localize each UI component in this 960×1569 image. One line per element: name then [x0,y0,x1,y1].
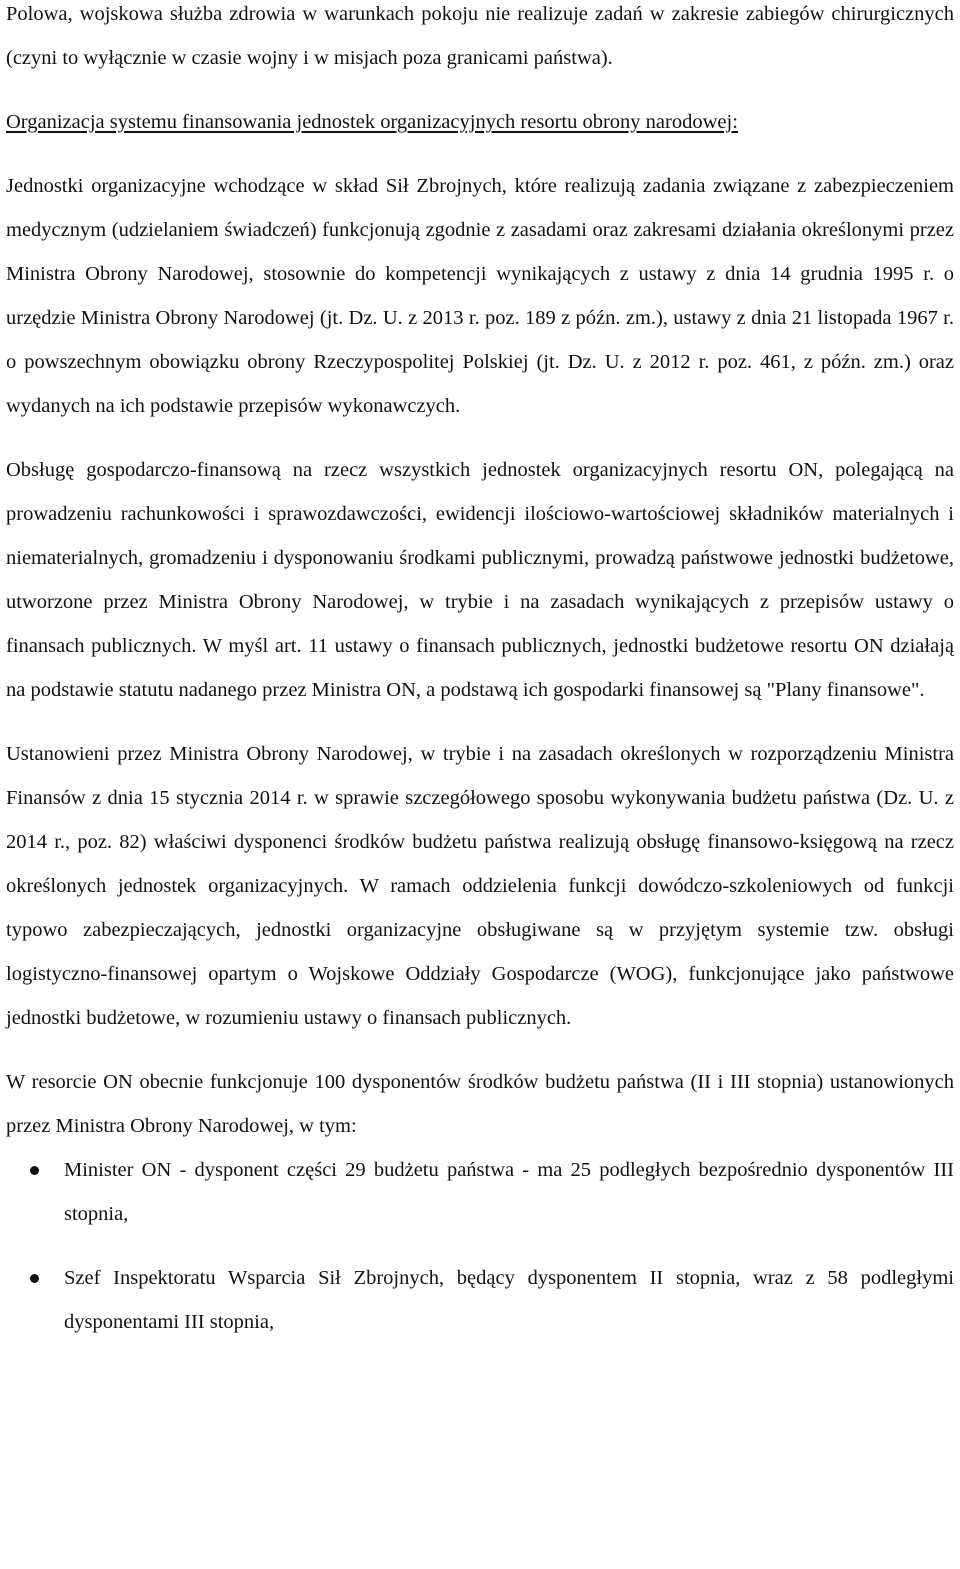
section-heading-financing: Organizacja systemu finansowania jednostek organizacyjnych resortu obrony narodowej: [6,111,738,133]
list-item-text: Minister ON - dysponent części 29 budżetu państwa - ma 25 podległych bezpośrednio dysponentów III stopnia, [64,1159,954,1225]
bullet-icon [30,1166,39,1175]
bullet-list [6,1148,954,1344]
paragraph-military-health-service: Polowa, wojskowa służba zdrowia w warunkach pokoju nie realizuje zadań w zakresie zabiegów chirurgicznych (czyni to wyłącznie w czasie wojny i w misjach poza granicami państwa). [6,3,954,69]
paragraph-organizational-units: Jednostki organizacyjne wchodzące w skład Sił Zbrojnych, które realizują zadania związane z zabezpieczeniem medycznym (udzielaniem świadczeń) funkcjonują zgodnie z zasadami oraz zakresami działania określonymi przez Ministra Obrony Narodowej, stosownie do kompetencji wynikających z ustawy z dnia 14 grudnia 1995 r. o urzędzie Ministra Obrony Narodowej (jt. Dz. U. z 2013 r. poz. 189 z późn. zm.), ustawy z dnia 21 listopada 1967 r. o powszechnym obowiązku obrony Rzeczypospolitej Polskiej (jt. Dz. U. z 2012 r. poz. 461, z późn. zm.) oraz wydanych na ich podstawie przepisów wykonawczych. [6,175,954,417]
list-item [6,1256,954,1344]
list-item [6,1148,954,1236]
paragraph-disposer-count: W resorcie ON obecnie funkcjonuje 100 dysponentów środków budżetu państwa (II i III stopnia) ustanowionych przez Ministra Obrony Narodowej, w tym: [6,1071,954,1137]
list-item-text: Szef Inspektoratu Wsparcia Sił Zbrojnych, będący dysponentem II stopnia, wraz z 58 podległymi dysponentami III stopnia, [64,1267,954,1333]
paragraph-economic-financial-service: Obsługę gospodarczo-finansową na rzecz wszystkich jednostek organizacyjnych resortu ON, polegającą na prowadzeniu rachunkowości i sprawozdawczości, ewidencji ilościowo-wartościowej składników materialnych i niematerialnych, gromadzeniu i dysponowaniu środkami publicznymi, prowadzą państwowe jednostki budżetowe, utworzone przez Ministra Obrony Narodowej, w trybie i na zasadach wynikających z przepisów ustawy o finansach publicznych. W myśl art. 11 ustawy o finansach publicznych, jednostki budżetowe resortu ON działają na podstawie statutu nadanego przez Ministra ON, a podstawą ich gospodarki finansowej są "Plany finansowe". [6,459,954,701]
paragraph-budget-disposers: Ustanowieni przez Ministra Obrony Narodowej, w trybie i na zasadach określonych w rozporządzeniu Ministra Finansów z dnia 15 stycznia 2014 r. w sprawie szczegółowego sposobu wykonywania budżetu państwa (Dz. U. z 2014 r., poz. 82) właściwi dysponenci środków budżetu państwa realizują obsługę finansowo-księgową na rzecz określonych jednostek organizacyjnych. W ramach oddzielenia funkcji dowódczo-szkoleniowych od funkcji typowo zabezpieczających, jednostki organizacyjne obsługiwane są w przyjętym systemie tzw. obsługi logistyczno-finansowej opartym o Wojskowe Oddziały Gospodarcze (WOG), funkcjonujące jako państwowe jednostki budżetowe, w rozumieniu ustawy o finansach publicznych. [6,743,954,1029]
bullet-icon [30,1274,39,1283]
